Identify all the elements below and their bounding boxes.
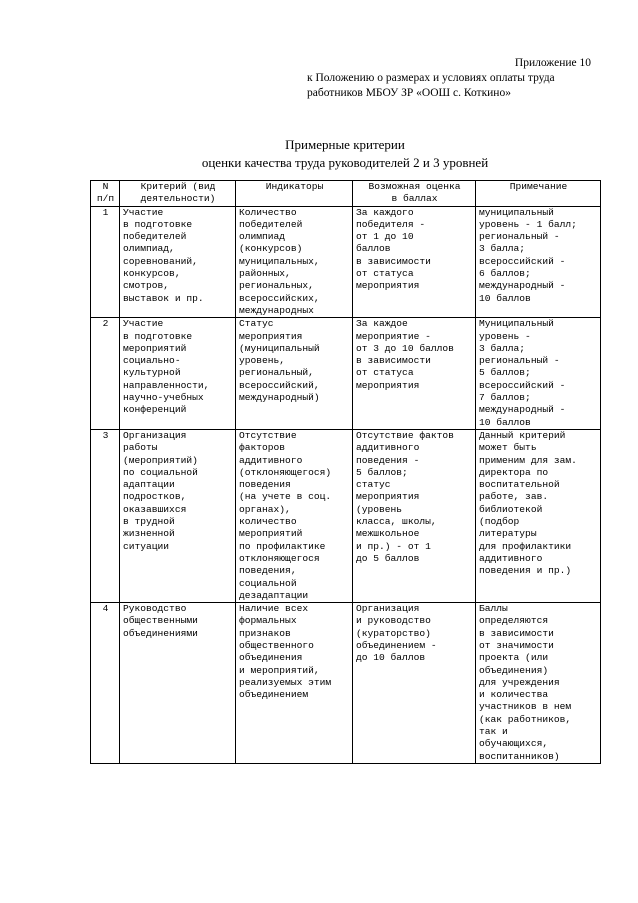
header-indicators: Индикаторы — [236, 181, 353, 207]
table-row — [91, 318, 601, 430]
table-header-row — [91, 181, 601, 207]
table-row — [91, 429, 601, 602]
row-note: Баллы определяются в зависимости от значимости проекта (или объединения) для учреждения и количества участников в нем (как работников, так и обучающихся, воспитанников) — [476, 603, 601, 764]
row-number: 3 — [91, 429, 120, 602]
row-score: Организация и руководство (кураторство) объединением - до 10 баллов — [353, 603, 476, 764]
row-indicators: Отсутствие факторов аддитивного (отклоняющегося) поведения (на учете в соц. органах), количество мероприятий по профилактике отклоняющегося поведения, социальной дезадаптации — [236, 429, 353, 602]
header-score: Возможная оценка в баллах — [353, 181, 476, 207]
row-score: За каждого победителя - от 1 до 10 баллов в зависимости от статуса мероприятия — [353, 206, 476, 318]
header-criterion: Критерий (вид деятельности) — [120, 181, 236, 207]
row-number: 2 — [91, 318, 120, 430]
appendix-header — [307, 56, 607, 101]
row-score: За каждое мероприятие - от 3 до 10 баллов в зависимости от статуса мероприятия — [353, 318, 476, 430]
row-number: 4 — [91, 603, 120, 764]
table-row — [91, 206, 601, 318]
title-line-2: оценки качества труда руководителей 2 и 3 уровней — [201, 155, 489, 170]
header-number: N п/п — [91, 181, 120, 207]
row-note: Данный критерий может быть применим для зам. директора по воспитательной работе, зав. библиотекой (подбор литературы для профилактики аддитивного поведения и пр.) — [476, 429, 601, 602]
row-note: Муниципальный уровень - 3 балла; региональный - 5 баллов; всероссийский - 7 баллов; международный - 10 баллов — [476, 318, 601, 430]
row-score: Отсутствие фактов аддитивного поведения - 5 баллов; статус мероприятия (уровень класса, школы, межшкольное и пр.) - от 1 до 5 баллов — [353, 429, 476, 602]
appendix-reference: к Положению о размерах и условиях оплаты труда — [307, 72, 555, 84]
appendix-organization: работников МБОУ ЗР «ООШ с. Коткино» — [307, 87, 511, 99]
row-indicators: Количество победителей олимпиад (конкурсов) муниципальных, районных, региональных, всероссийских, международных — [236, 206, 353, 318]
row-indicators: Статус мероприятия (муниципальный уровень, региональный, всероссийский, международный) — [236, 318, 353, 430]
table-row — [91, 603, 601, 764]
row-criterion: Участие в подготовке победителей олимпиад, соревнований, конкурсов, смотров, выставок и пр. — [120, 206, 236, 318]
appendix-number: Приложение 10 — [514, 57, 591, 69]
row-criterion: Организация работы (мероприятий) по социальной адаптации подростков, оказавшихся в трудной жизненной ситуации — [120, 429, 236, 602]
title-line-1: Примерные критерии — [285, 137, 405, 152]
header-note: Примечание — [476, 181, 601, 207]
criteria-table — [90, 180, 601, 764]
document-title — [90, 136, 600, 172]
row-note: муниципальный уровень - 1 балл; региональный - 3 балла; всероссийский - 6 баллов; международный - 10 баллов — [476, 206, 601, 318]
row-number: 1 — [91, 206, 120, 318]
row-criterion: Руководство общественными объединениями — [120, 603, 236, 764]
row-criterion: Участие в подготовке мероприятий социально- культурной направленности, научно-учебных конференций — [120, 318, 236, 430]
row-indicators: Наличие всех формальных признаков общественного объединения и мероприятий, реализуемых этим объединением — [236, 603, 353, 764]
